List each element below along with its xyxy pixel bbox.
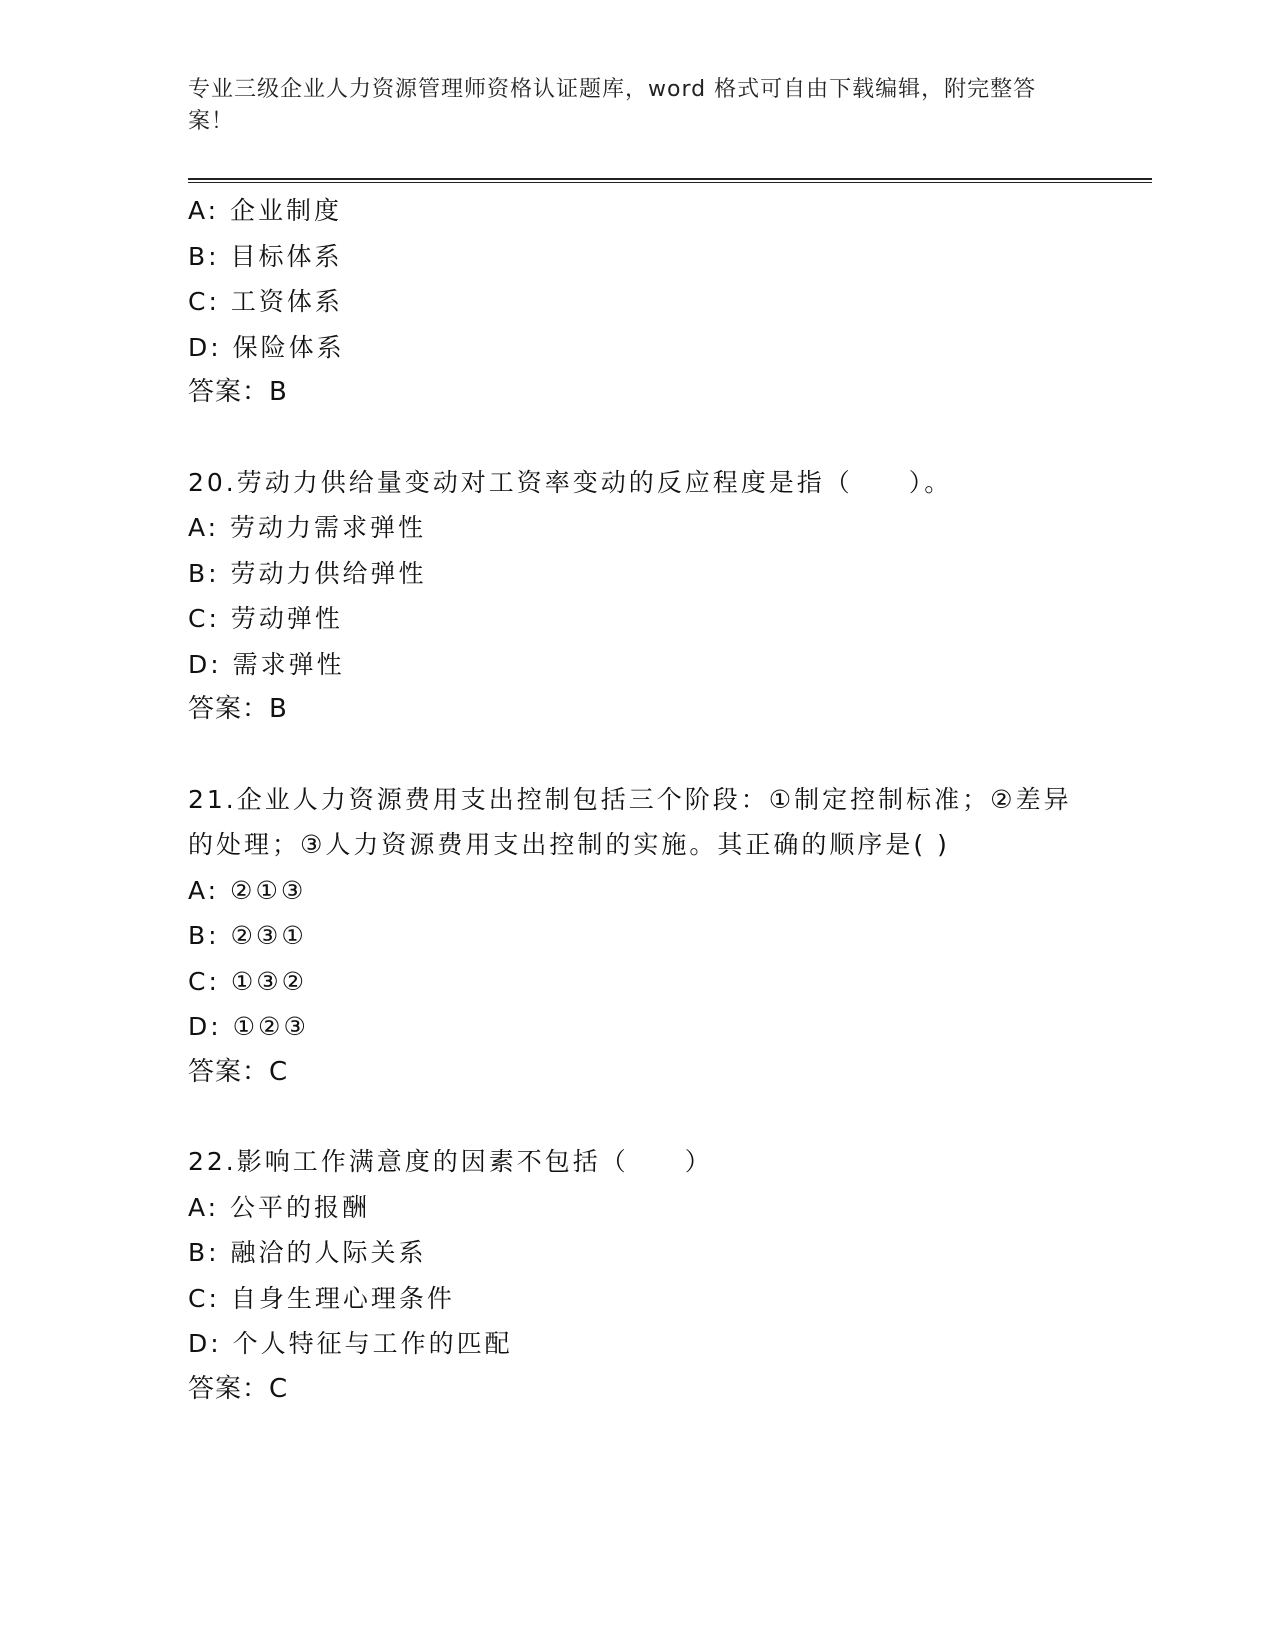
option-d: D: 需求弹性 [188,649,345,679]
answer: 答案：C [188,1056,289,1087]
answer: 答案：B [188,377,288,407]
option-a: A: 公平的报酬 [188,1192,371,1222]
option-d: D: 个人特征与工作的匹配 [188,1329,513,1358]
question-22 [188,1139,1148,1412]
option-b: B: 目标体系 [188,241,343,271]
option-c: C: 工资体系 [188,287,343,316]
option-b: B: ②③① [188,921,307,950]
question-stem: 21.企业人力资源费用支出控制包括三个阶段：①制定控制标准；②差异的处理；③人力资源费用支出控制的实施。其正确的顺序是( ) [188,784,1072,859]
answer: 答案：B [188,694,288,724]
question-19 [188,188,1148,416]
question-21 [188,777,1148,1096]
header-divider [188,178,1152,183]
option-c: C: ①③② [188,966,308,996]
option-d: D: 保险体系 [188,332,345,362]
option-c: C: 劳动弹性 [188,604,343,633]
option-b: B: 劳动力供给弹性 [188,558,427,588]
question-stem: 22.影响工作满意度的因素不包括（ ） [188,1147,713,1176]
option-a: A: 企业制度 [188,196,343,225]
option-a: A: ②①③ [188,875,307,905]
question-stem: 20.劳动力供给量变动对工资率变动的反应程度是指（ ）。 [188,467,953,497]
answer: 答案：C [188,1373,289,1404]
option-c: C: 自身生理心理条件 [188,1283,455,1313]
page-header-text: 专业三级企业人力资源管理师资格认证题库，word 格式可自由下载编辑，附完整答案！ [188,77,1037,134]
question-list [188,188,1148,1412]
option-d: D: ①②③ [188,1012,309,1041]
question-20 [188,460,1148,733]
option-a: A: 劳动力需求弹性 [188,513,427,542]
option-b: B: 融洽的人际关系 [188,1238,427,1267]
